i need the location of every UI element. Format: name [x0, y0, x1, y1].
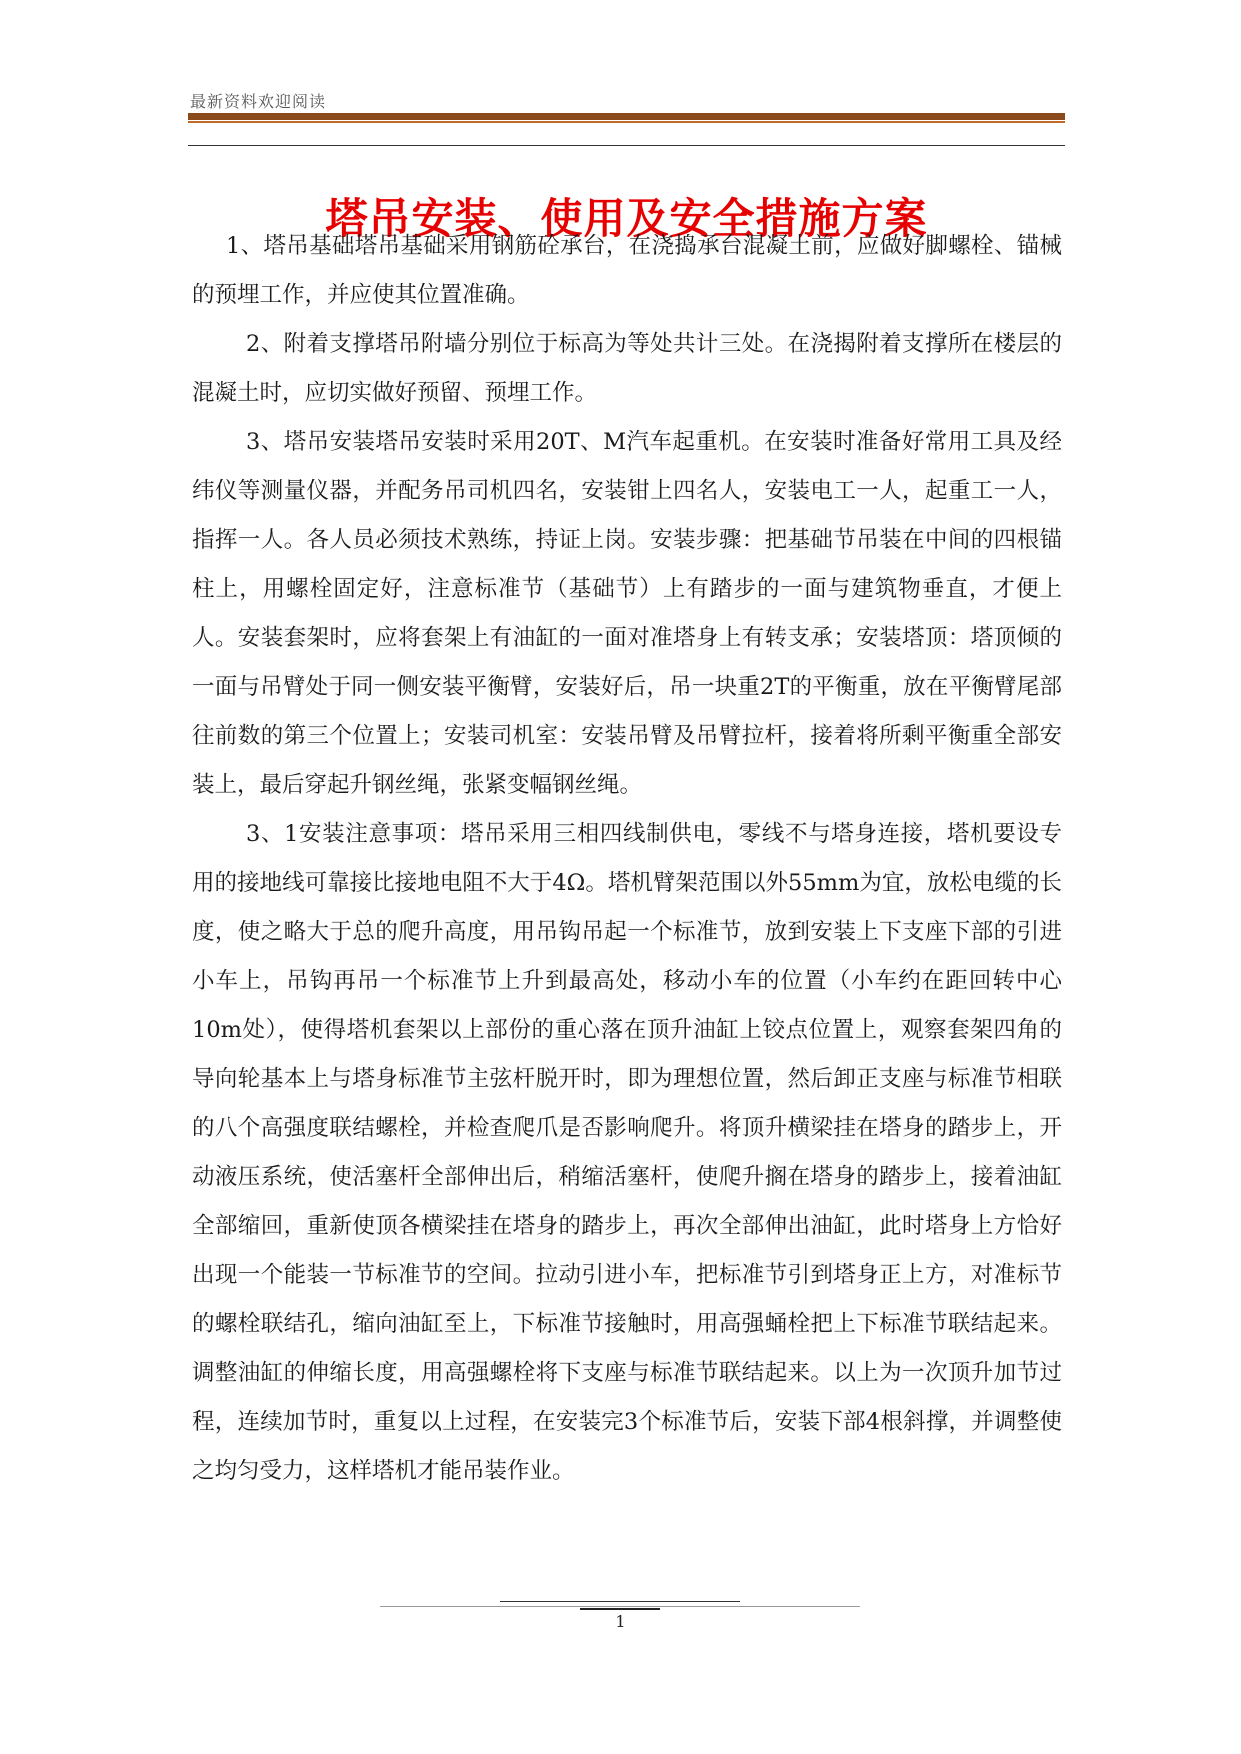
paragraph-foundation: 1、塔吊基础塔吊基础采用钢筋砼承台，在浇捣承台混凝土前，应做好脚螺栓、锚械的预埋工作，并应使其位置准确。 — [192, 233, 1062, 308]
page-number: 1 — [615, 1612, 626, 1631]
header-rule-under — [188, 145, 1065, 146]
paragraph-installation-notes: 3、1安装注意事项：塔吊采用三相四线制供电，零线不与塔身连接，塔机要设专用的接地线可靠接比接地电阻不大于4Ω。塔机臂架范围以外55mm为宜，放松电缆的长度，使之略大于总的爬升高度，用吊钩吊起一个标准节，放到安装上下支座下部的引进小车上，吊钩再吊一个标准节上升到最高处，移动小车的位置（小车约在距回转中心10m处），使得塔机套架以上部份的重心落在顶升油缸上铰点位置上，观察套架四角的导向轮基本上与塔身标准节主弦杆脱开时，即为理想位置，然后卸正支座与标准节相联的八个高强度联结螺栓，并检查爬爪是否影响爬升。将顶升横梁挂在塔身的踏步上，开动液压系统，使活塞杆全部伸出后，稍缩活塞杆，使爬升搁在塔身的踏步上，接着油缸全部缩回，重新使顶各横梁挂在塔身的踏步上，再次全部伸出油缸，此时塔身上方恰好出现一个能装一节标准节的空间。拉动引进小车，把标准节引到塔身正上方，对准标节的螺栓联结孔，缩向油缸至上，下标准节接触时，用高强蛹栓把上下标准节联结起来。调整油缸的伸缩长度，用高强螺栓将下支座与标准节联结起来。以上为一次顶升加节过程，连续加节时，重复以上过程，在安装完3个标准节后，安装下部4根斜撑，并调整使之均匀受力，这样塔机才能吊装作业。 — [192, 821, 1062, 1484]
header-text: 最新资料欢迎阅读 — [190, 92, 327, 111]
footer-rule-short — [500, 1601, 740, 1602]
paragraph-installation: 3、塔吊安装塔吊安装时采用20T、M汽车起重机。在安装时准备好常用工具及经纬仪等测量仪器，并配务吊司机四名，安装钳上四名人，安装电工一人，起重工一人，指挥一人。各人员必须技术熟练，持证上岗。安装步骤：把基础节吊装在中间的四根锚柱上，用螺栓固定好，注意标准节（基础节）上有踏步的一面与建筑物垂直，才便上人。安装套架时，应将套架上有油缸的一面对准塔身上有转支承；安装塔顶：塔顶倾的一面与吊臂处于同一侧安装平衡臂，安装好后，吊一块重2T的平衡重，放在平衡臂尾部往前数的第三个位置上；安装司机室：安装吊臂及吊臂拉杆，接着将所剩平衡重全部安装上，最后穿起升钢丝绳，张紧变幅钢丝绳。 — [192, 429, 1062, 798]
paragraph-wall-support: 2、附着支撑塔吊附墙分别位于标高为等处共计三处。在浇揭附着支撑所在楼层的混凝土时，应切实做好预留、预埋工作。 — [192, 331, 1062, 406]
document-title: 塔吊安装、使用及安全措施方案 — [325, 194, 928, 244]
header-rule-thin — [188, 121, 1065, 123]
footer-rule — [380, 1606, 860, 1607]
header-rule-thick — [188, 113, 1065, 120]
footer-rule-accent — [580, 1608, 660, 1610]
document-body — [192, 222, 1062, 1496]
